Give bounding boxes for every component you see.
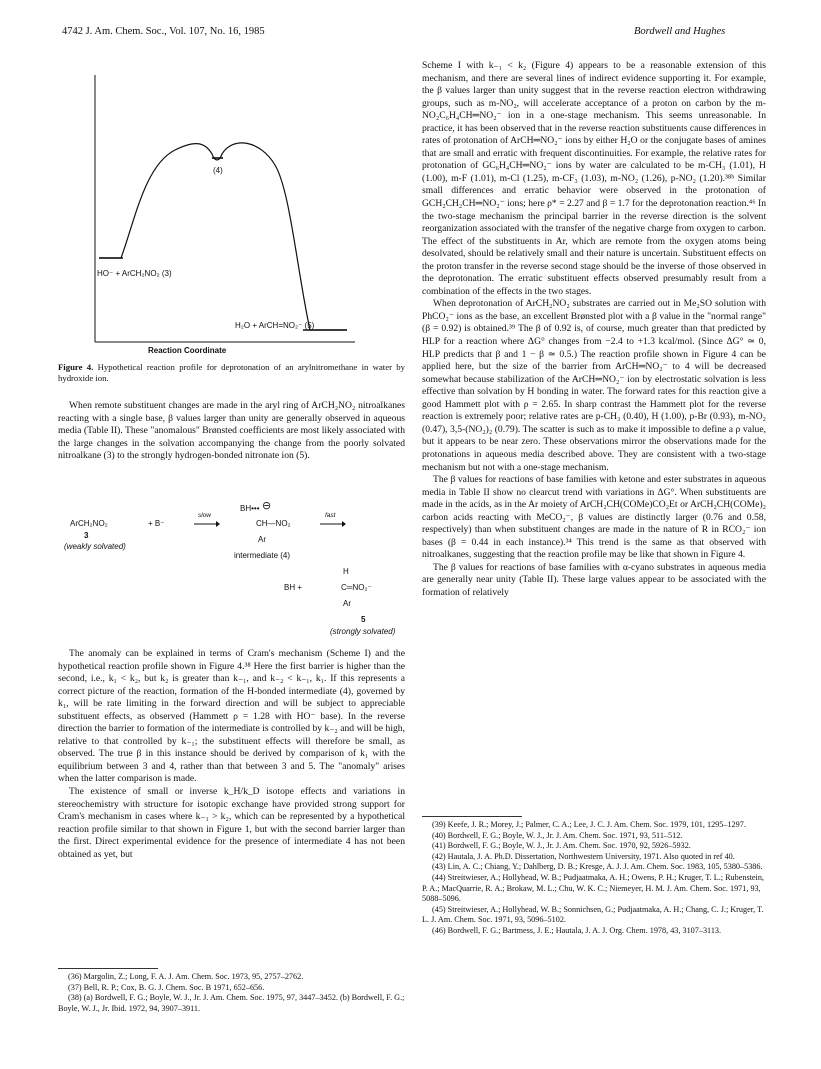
reference-44: (44) Streitwieser, A.; Hollyhead, W. B.; Pudjaatmaka, A. H.; Owens, P. H.; Kruger, T. L.; Rubenstein, P. A.; MacQuarrie, R. A.; Brokaw, M. L.; Chu, W. K. C.; Niemeyer, H. M. J. Am. Chem. Soc. 1971, 93, 5088–5096. [422, 872, 764, 904]
right-paragraph-3: The β values for reactions of base families with ketone and ester substrates in aqueous media in Table II show no clearcut trend with variations in ΔG°. When substituents are made in the acids, as in the Ar moiety of ArCH₂CH(COMe)CO₂Et or ArCH₂CH(COMe)₂ carbon acids reacting with MeCO₂⁻, β values are distinctly larger (0.76 and 0.58, respectively) than when substituent changes are made in the nature of R in RCO₂⁻ ion bases (β = 0.44 in each instance).³⁴ This trend is the same as that observed with nitroalkanes, suggesting that the reaction profile may be like that shown in Figure 4. [422, 474, 766, 561]
footnote-rule-right [422, 816, 522, 817]
reference-37: (37) Bell, R. P.; Cox, B. G. J. Chem. Soc. B 1971, 652–656. [68, 982, 265, 992]
mech-ar-1: Ar [258, 535, 266, 544]
mech-slow-arrow [194, 521, 220, 527]
footnote-rule-left [58, 968, 158, 969]
mech-fast-label: fast [325, 512, 336, 519]
caption-label: Figure 4. [58, 362, 94, 372]
right-paragraph-1: Scheme I with k₋₁ < k₂ (Figure 4) appears to be a reasonable extension of this mechanism, and there are several lines of indirect evidence supporting it. For example, the β values larger than unity suggest that in the reverse reaction electron withdrawing groups, such as m-NO₂, will accelerate acceptance of a proton on carbon by the m-NO₂C₆H₄CH═NO₂⁻ ion in a one-stage mechanism. This seems unreasonable. In practice, it has been observed that in the reverse reaction substituents cause differences in rates of protonation of ArCH═NO₂⁻ ions by either H₂O or the conjugate bases of amines that are small and erratic with frequent discontinuities. For example, the relative rates for protonation of GC₆H₄CH═NO₂⁻ ions by water are calculated to be m-CH₃ (1.01), H (1.00), m-F (1.01), m-Cl (1.25), m-CF₃ (1.03), m-NO₂ (1.26), p-NO₂ (1.20).³⁸ᵇ Similar small differences and erratic behavior were observed in the protonation of GCH₂CH₂CH═NO₂⁻ ions; here ρ* = 2.27 and β = 1.7 for the deprotonation reaction.⁴⁶ In the two-stage mechanism the principal barrier in the reverse direction is the solvent reorganization associated with the transfer of the negative charge from oxygen to carbon. The effect of the substituents in Ar, which are remote from the oxygen atoms being desolvated, should be relatively small and their nature is uncertain. Substituent effects on the proton transfer in the reverse second stage should be the inverse of those observed in the deprotonation. The erratic substituent effects observed presumably result from a combination of the effects in the two stages. [422, 60, 766, 297]
reference-43: (43) Lin, A. C.; Chiang, Y.; Dahlberg, D. B.; Kresge, A. J. J. Am. Chem. Soc. 1983, 105, 5380–5386. [432, 862, 763, 872]
left-paragraph-2: The anomaly can be explained in terms of Cram's mechanism (Scheme I) and the hypothetical reaction profile shown in Figure 4.³⁸ Here the first barrier is higher than the second, i.e., k₁ < k₂, but k₂ is greater than k₋₁, and k₋₂ < k₋₁, k₁. If this represents a correct picture of the reaction, formation of the H-bonded intermediate (4), governed by k₁, will be rate limiting in the forward direction and will be subject to appreciable substituent effects, as observed (Hammett ρ = 1.28 with HO⁻ base). In the reverse direction the barrier to formation of the intermediate is controlled by k₋₂ and will be high, relative to that controlled by k₋₁; the substituent effects will therefore be small, as observed. The true β in this instance should be derived by comparison of k₁ with the equilibrium between 3 and 4, rather than that between 3 and 5. The "anomaly" arises when the latter comparison is made. [58, 648, 405, 785]
product-label: H₂O + ArCH=NO₂⁻ (5) [235, 321, 315, 330]
reference-45: (45) Streitwieser, A.; Hollyhead, W. B.; Sonnichsen, G.; Pudjaatmaka, A. H.; Chang, C. J.; Kruger, T. L. J. Am. Chem. Soc. 1971, 93, 5096–5102. [422, 904, 764, 925]
mech-product-note: (strongly solvated) [330, 627, 396, 636]
reference-39: (39) Keefe, J. R.; Morey, J.; Palmer, C. A.; Lee, J. C. J. Am. Chem. Soc. 1979, 101, 1295–1297. [432, 820, 746, 829]
figure-caption [58, 362, 405, 384]
reaction-profile-figure [85, 70, 385, 360]
caption-text: Hypothetical reaction profile for deprotonation of an arylnitromethane in water by hydroxide ion. [58, 362, 405, 384]
mech-h: H [343, 567, 349, 576]
reaction-profile-plot [85, 70, 385, 360]
left-column-top [58, 400, 405, 463]
mechanism-scheme [58, 500, 405, 636]
mech-anion-circle: ⊖ [262, 500, 272, 512]
mech-bh-dots: BH••• [240, 504, 260, 513]
mech-c-no2: C═NO₂⁻ [341, 583, 372, 592]
mech-fast-arrow [320, 521, 346, 527]
reactant-label: HO⁻ + ArCH₂NO₂ (3) [97, 269, 172, 278]
mech-product-number: 5 [361, 615, 366, 624]
mech-intermediate-label: intermediate (4) [234, 551, 291, 560]
reference-36: (36) Margolin, Z.; Long, F. A. J. Am. Chem. Soc. 1973, 95, 2757–2762. [68, 972, 304, 981]
mech-ar-2: Ar [343, 599, 351, 608]
x-axis-label: Reaction Coordinate [148, 346, 227, 355]
references-left [58, 972, 405, 1014]
right-paragraph-4: The β values for reactions of base families with α-cyano substrates in aqueous media are generally near unity (Table II). These large values appear to be associated with the formation of relatively [422, 561, 766, 598]
mech-base: + B⁻ [148, 519, 165, 528]
references-right [422, 820, 766, 937]
mech-slow-label: slow [198, 512, 212, 519]
right-paragraph-2: When deprotonation of ArCH₂NO₂ substrates are carried out in Me₂SO solution with PhCO₂⁻ ions as the base, an excellent Brønsted plot with a β value in the "normal range" (β = 0.92) is obtained.³⁹ The β of 0.92 is, of course, much greater than that predicted by HLP for a reaction where ΔG° changes from −2.4 to +1.3 kcal/mol. (Since ΔG° ≃ 0, HLP predicts that β and 1 − β ≃ 0.5.) The reaction profile shown in Figure 4 can be applied here, but the size of the barrier from ArCH═NO₂⁻ to 4 will be decreased somewhat because stabilization of the ArCH═NO₂⁻ ion by electrostatic solvation is less effective than solvation by H bonding in water. The forward rates for this reaction give a good Hammett plot with ρ = 2.65. In sharp contrast the Hammett plot for the reverse reaction is extremely poor; relative rates are p-CH₃ (0.40), H (1.00), p-Br (0.93), m-NO₂ (0.47), 3,5-(NO₂)₂ (0.79). The scatter is such as to make it impossible to define a ρ value, but it appears to be near zero. These observations mirror the observations made for the protonations in aqueous media described above. They are consistent with a two-stage mechanism but not with a one-stage mechanism. [422, 298, 766, 473]
energy-curve [99, 143, 347, 330]
page-header-right: Bordwell and Hughes [634, 26, 726, 37]
left-column-bottom [58, 648, 405, 861]
reference-40: (40) Bordwell, F. G.; Boyle, W. J., Jr. J. Am. Chem. Soc. 1971, 93, 511–512. [432, 830, 683, 840]
reference-38: (38) (a) Bordwell, F. G.; Boyle, W. J., Jr. J. Am. Chem. Soc. 1975, 97, 3447–3452. (b) Bordwell, F. G.; Boyle, W. J., Jr. Ibid. 1972, 94, 3907–3911. [58, 993, 405, 1013]
page-header-left: 4742 J. Am. Chem. Soc., Vol. 107, No. 16, 1985 [62, 26, 265, 37]
mech-ch-no2: CH—NO₂ [256, 519, 291, 528]
left-paragraph-3: The existence of small or inverse k_H/k_D isotope effects and variations in stereochemistry with structure for isotopic exchange have provided strong support for Cram's mechanism in cases where k₋₁ > k₂, which can be represented by a hypothetical reaction profile similar to that shown in Figure 1, but with the second barrier larger than the first. Direct experimental evidence for the presence of intermediate 4 has not been obtained as yet, but [58, 786, 405, 860]
right-column [422, 60, 766, 600]
mech-bh-plus: BH + [284, 583, 303, 592]
intermediate-label: (4) [213, 166, 223, 175]
mech-reactant: ArCH₂NO₂ [70, 519, 108, 528]
reference-41: (41) Bordwell, F. G.; Boyle, W. J., Jr. J. Am. Chem. Soc. 1970, 92, 5926–5932. [432, 841, 691, 851]
left-paragraph-1: When remote substituent changes are made in the aryl ring of ArCH₂NO₂ nitroalkanes reacting with a single base, β values larger than unity are generally observed in aqueous media (Table II). These "anomalous" Brønsted coefficients are most likely associated with the large changes in the solvation accompanying the change from the poorly solvated nitroalkane (3) to the strongly hydrogen-bonded nitronate ion (5). [58, 400, 405, 462]
reference-46: (46) Bordwell, F. G.; Bartmess, J. E.; Hautala, J. A. J. Org. Chem. 1978, 43, 3107–3113. [432, 925, 722, 935]
mech-reactant-note: (weakly solvated) [64, 542, 126, 551]
mech-reactant-number: 3 [84, 531, 89, 540]
reference-42: (42) Hautala, J. A. Ph.D. Dissertation, Northwestern University, 1971. Also quoted in ref 40. [432, 851, 735, 861]
